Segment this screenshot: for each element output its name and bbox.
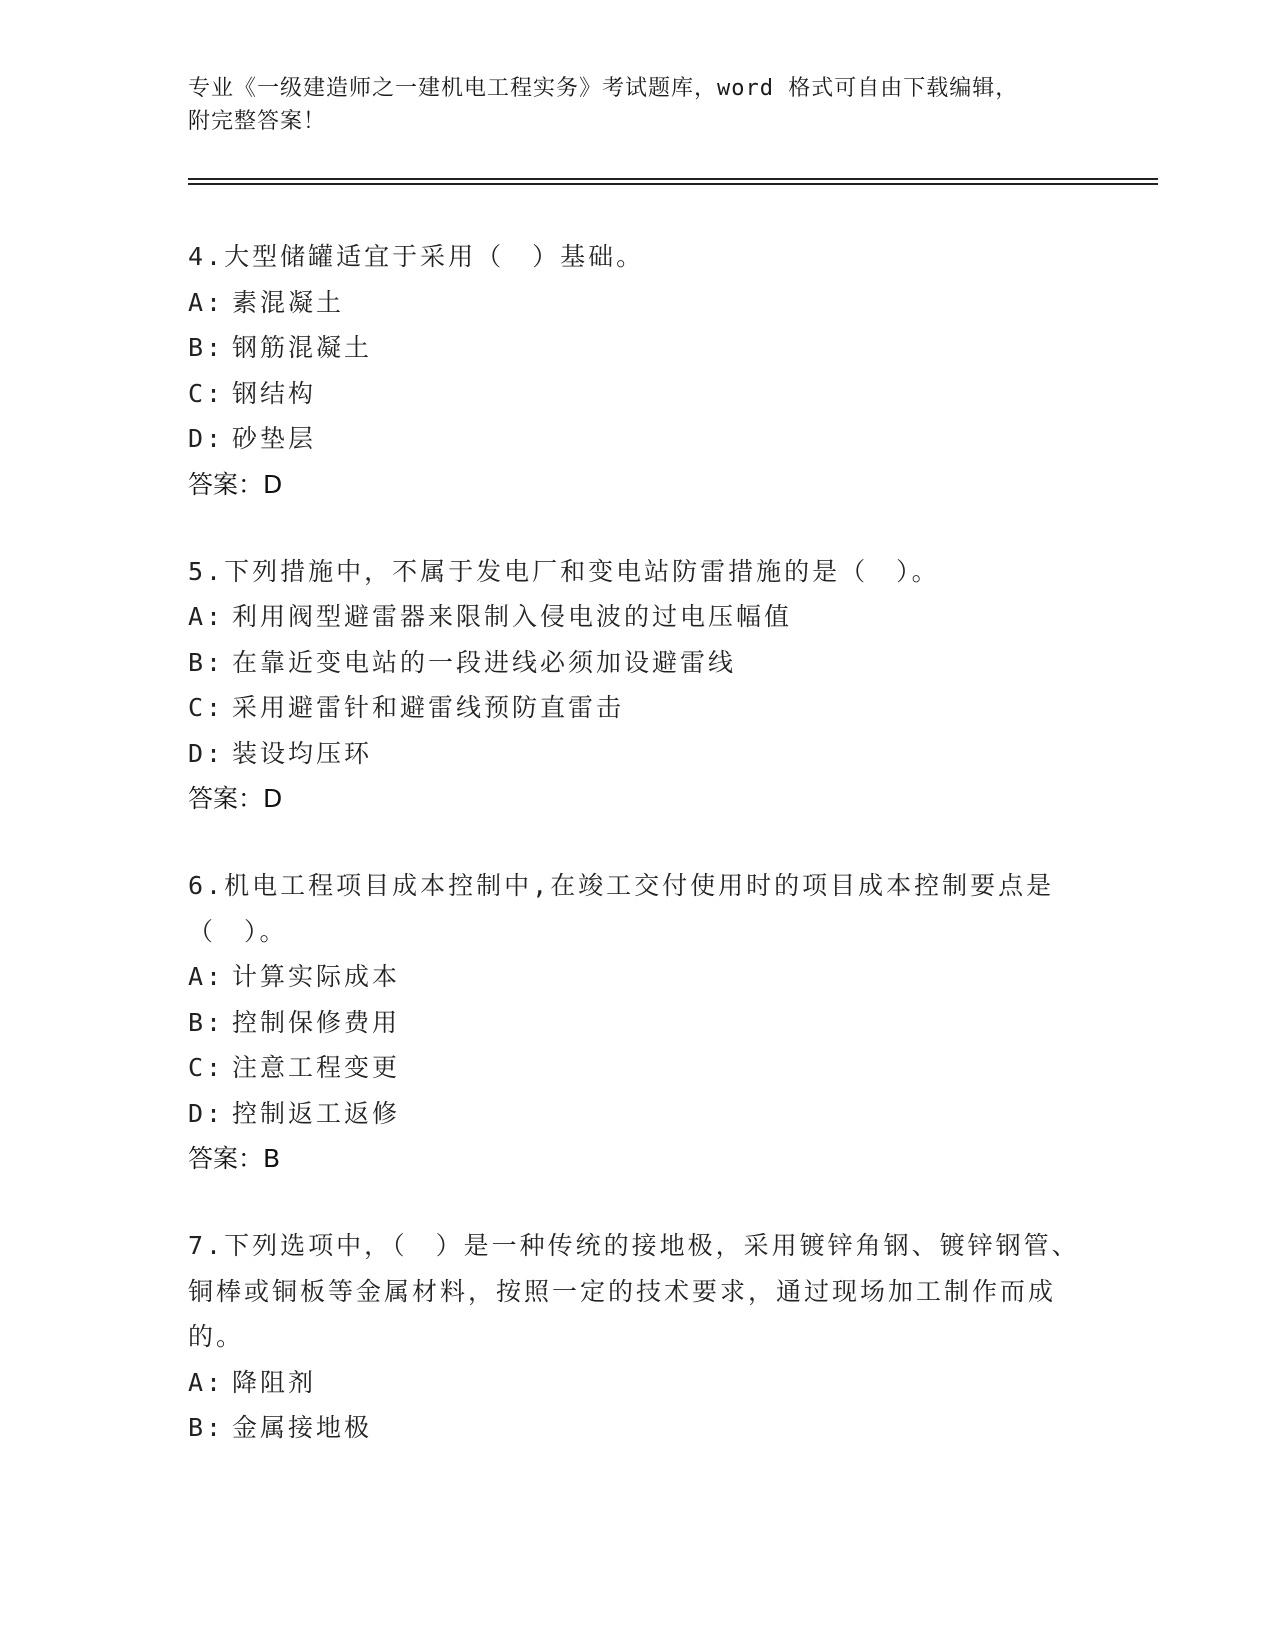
answer-label: 答案：D bbox=[188, 784, 283, 813]
option-letter: A: bbox=[188, 602, 225, 631]
option-a bbox=[188, 954, 1088, 1000]
question-text: 5.下列措施中，不属于发电厂和变电站防雷措施的是（ ）。 bbox=[188, 556, 940, 586]
option-text: 控制返工返修 bbox=[232, 1098, 401, 1128]
option-b bbox=[188, 1405, 1088, 1451]
answer-label: 答案：D bbox=[188, 469, 283, 499]
option-b bbox=[188, 1000, 1088, 1046]
option-text: 钢筋混凝土 bbox=[232, 333, 373, 362]
option-letter: D: bbox=[188, 738, 225, 768]
option-letter: B: bbox=[188, 647, 225, 677]
question-list bbox=[188, 234, 1088, 1493]
option-c bbox=[188, 371, 1088, 417]
option-letter: C: bbox=[188, 378, 225, 408]
document-header bbox=[188, 72, 1088, 138]
option-c bbox=[188, 685, 1088, 731]
answer-label: 答案：B bbox=[188, 1144, 281, 1173]
option-d bbox=[188, 1091, 1088, 1137]
header-divider-top bbox=[188, 178, 1158, 180]
question-7 bbox=[188, 1223, 1088, 1451]
option-d bbox=[188, 731, 1088, 777]
option-c bbox=[188, 1045, 1088, 1091]
question-5 bbox=[188, 549, 1088, 822]
option-a bbox=[188, 1360, 1088, 1406]
option-letter: A: bbox=[188, 1367, 225, 1397]
question-4 bbox=[188, 234, 1088, 507]
option-text: 砂垫层 bbox=[232, 424, 317, 453]
option-letter: A: bbox=[188, 962, 225, 991]
option-text: 金属接地极 bbox=[232, 1413, 373, 1442]
question-6 bbox=[188, 863, 1088, 1181]
header-divider-bottom bbox=[188, 183, 1158, 185]
option-letter: A: bbox=[188, 287, 225, 317]
option-b bbox=[188, 325, 1088, 371]
header-line-2: 附完整答案！ bbox=[188, 109, 327, 134]
option-letter: C: bbox=[188, 1053, 225, 1082]
option-text: 注意工程变更 bbox=[232, 1053, 401, 1082]
option-letter: D: bbox=[188, 424, 225, 453]
option-letter: B: bbox=[188, 1413, 225, 1442]
header-line-1: 专业《一级建造师之一建机电工程实务》考试题库，word 格式可自由下载编辑， bbox=[188, 76, 1019, 101]
option-text: 装设均压环 bbox=[232, 738, 373, 768]
option-text: 控制保修费用 bbox=[232, 1007, 401, 1037]
question-text: 4.大型储罐适宜于采用（ ）基础。 bbox=[188, 242, 645, 271]
option-text: 素混凝土 bbox=[232, 287, 345, 317]
option-text: 利用阀型避雷器来限制入侵电波的过电压幅值 bbox=[232, 602, 793, 631]
question-text: 7.下列选项中，（ ）是一种传统的接地极，采用镀锌角钢、镀锌钢管、铜棒或铜板等金属材料，按照一定的技术要求，通过现场加工制作而成的。 bbox=[188, 1231, 1080, 1351]
option-d bbox=[188, 416, 1088, 462]
option-text: 采用避雷针和避雷线预防直雷击 bbox=[232, 693, 625, 722]
option-text: 钢结构 bbox=[232, 378, 317, 408]
option-letter: B: bbox=[188, 333, 225, 362]
option-a bbox=[188, 594, 1088, 640]
option-text: 计算实际成本 bbox=[232, 962, 401, 991]
option-text: 在靠近变电站的一段进线必须加设避雷线 bbox=[232, 647, 737, 677]
option-text: 降阻剂 bbox=[232, 1367, 317, 1397]
option-letter: D: bbox=[188, 1098, 225, 1128]
option-a bbox=[188, 280, 1088, 326]
option-b bbox=[188, 640, 1088, 686]
option-letter: C: bbox=[188, 693, 225, 722]
option-letter: B: bbox=[188, 1007, 225, 1037]
question-text: 6.机电工程项目成本控制中,在竣工交付使用时的项目成本控制要点是（ ）。 bbox=[188, 871, 1055, 946]
